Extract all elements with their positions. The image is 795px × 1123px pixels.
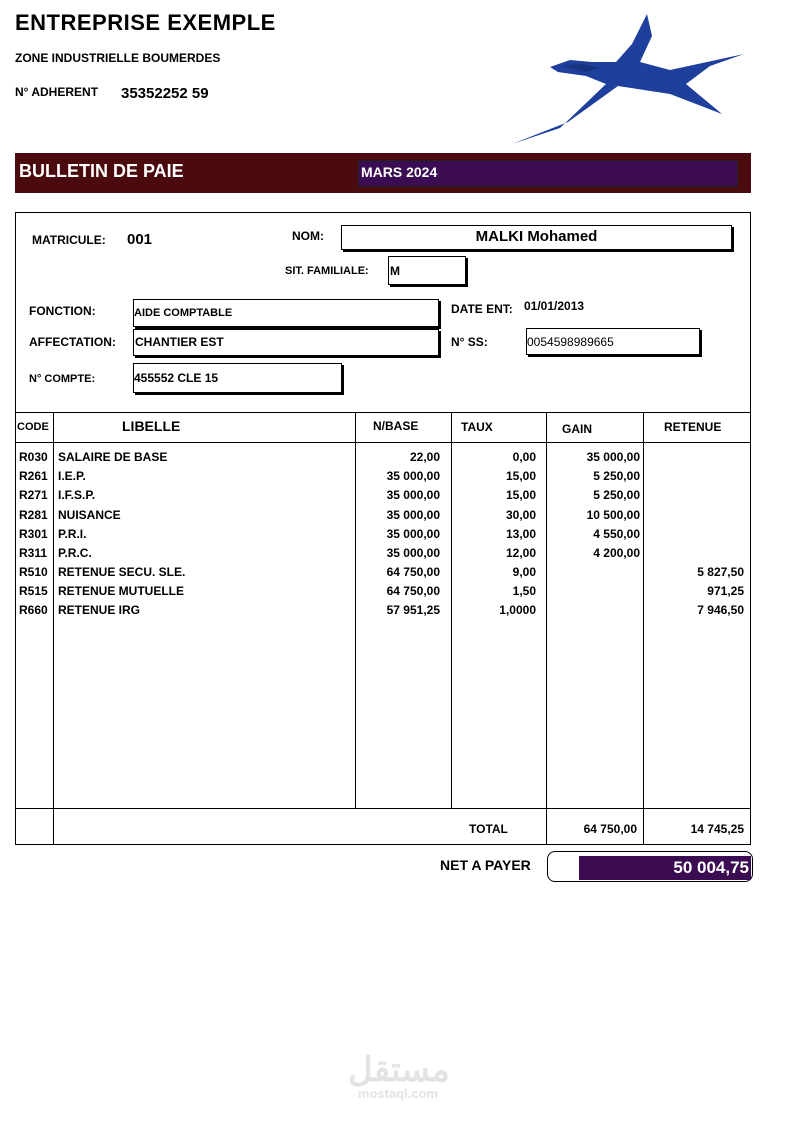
row-base: 22,00 [409,450,440,464]
row-libelle: RETENUE IRG [58,603,141,617]
row-code: R030 [19,450,48,464]
date-entree-value: 01/01/2013 [524,299,585,313]
row-base: 35 000,00 [386,527,440,541]
total-gain: 64 750,00 [583,822,637,836]
row-gain: 10 500,00 [586,508,640,522]
header-libelle: LIBELLE [122,418,181,434]
row-libelle: P.R.I. [58,527,87,541]
row-libelle: I.E.P. [58,469,86,483]
situation-value: M [390,264,400,278]
header-base: N/BASE [373,419,419,433]
nom-value: MALKI Mohamed [475,228,598,245]
affectation-label: AFFECTATION: [29,335,116,349]
row-taux: 15,00 [505,469,536,483]
row-code: R515 [19,584,48,598]
row-base: 35 000,00 [386,508,440,522]
row-taux: 0,00 [512,450,536,464]
pay-period: MARS 2024 [361,164,438,180]
adherent-number: 35352252 59 [121,85,209,102]
row-base: 57 951,25 [386,603,440,617]
ss-value: 0054598989665 [527,335,614,349]
matricule-value: 001 [127,231,153,248]
row-taux: 1,50 [512,584,536,598]
row-code: R510 [19,565,48,579]
header-retenue: RETENUE [664,420,722,434]
matricule-label: MATRICULE: [32,233,106,247]
fonction-label: FONCTION: [29,304,96,318]
compte-value: 455552 CLE 15 [134,371,219,385]
row-gain: 4 200,00 [593,546,640,560]
row-libelle: RETENUE SECU. SLE. [58,565,186,579]
watermark-logo: مستقل [348,1051,450,1089]
row-libelle: I.F.S.P. [58,488,96,502]
row-retenue: 5 827,50 [697,565,744,579]
bird-logo-icon [500,10,745,148]
column-divider [53,412,54,845]
row-taux: 30,00 [505,508,536,522]
row-retenue: 971,25 [707,584,744,598]
row-base: 64 750,00 [386,584,440,598]
row-code: R261 [19,469,48,483]
total-retenue: 14 745,25 [690,822,744,836]
net-value: 50 004,75 [673,858,749,877]
affectation-value: CHANTIER EST [135,335,224,349]
row-base: 64 750,00 [386,565,440,579]
row-code: R271 [19,488,48,502]
row-taux: 12,00 [505,546,536,560]
row-base: 35 000,00 [386,488,440,502]
row-code: R281 [19,508,48,522]
row-base: 35 000,00 [386,469,440,483]
date-entree-label: DATE ENT: [451,302,513,316]
table-header-divider [15,442,751,443]
watermark-text: mostaql.com [357,1086,439,1101]
nom-label: NOM: [292,229,324,243]
row-taux: 1,0000 [499,603,536,617]
header-code: CODE [17,421,49,433]
row-code: R301 [19,527,48,541]
row-code: R311 [19,546,48,560]
row-gain: 5 250,00 [593,469,640,483]
situation-label: SIT. FAMILIALE: [285,265,369,277]
header-taux: TAUX [461,420,493,434]
row-base: 35 000,00 [386,546,440,560]
company-name: ENTREPRISE EXEMPLE [15,10,276,35]
row-libelle: SALAIRE DE BASE [58,450,168,464]
row-taux: 13,00 [505,527,536,541]
row-gain: 5 250,00 [593,488,640,502]
document-title: BULLETIN DE PAIE [19,161,184,181]
total-label: TOTAL [469,822,508,836]
row-taux: 9,00 [512,565,536,579]
header-gain: GAIN [562,422,592,436]
net-label: NET A PAYER [440,857,531,873]
row-taux: 15,00 [505,488,536,502]
row-gain: 35 000,00 [586,450,640,464]
ss-label: N° SS: [451,335,488,349]
row-code: R660 [19,603,48,617]
row-libelle: P.R.C. [58,546,92,560]
row-libelle: NUISANCE [58,508,121,522]
adherent-label: N° ADHERENT [15,85,99,99]
row-retenue: 7 946,50 [697,603,744,617]
compte-label: N° COMPTE: [29,373,96,385]
row-gain: 4 550,00 [593,527,640,541]
column-divider [643,412,644,845]
row-libelle: RETENUE MUTUELLE [58,584,184,598]
fonction-value: AIDE COMPTABLE [134,307,233,319]
table-total-divider [15,808,751,809]
company-address: ZONE INDUSTRIELLE BOUMERDES [15,51,221,65]
